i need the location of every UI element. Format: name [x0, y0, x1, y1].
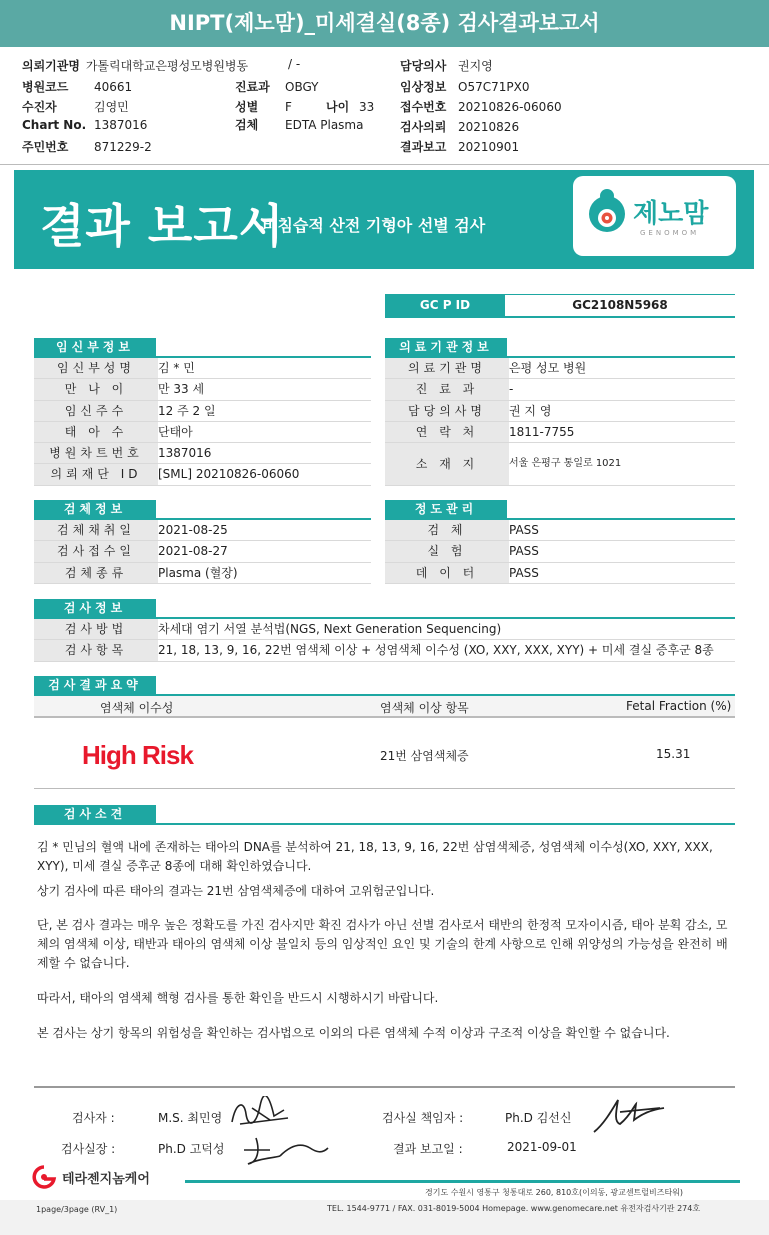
table-row	[34, 379, 371, 400]
table-row	[385, 358, 735, 379]
row-label: 검사항목	[34, 640, 158, 660]
divider	[0, 164, 769, 165]
meta-chart-no: Chart No. 1387016	[22, 118, 148, 132]
report-title: NIPT(제노맘)_미세결실(8종) 검사결과보고서	[0, 0, 769, 47]
meta-report-date: 결과보고 20210901	[400, 140, 520, 154]
meta-dept: / -	[288, 57, 301, 71]
gcp-underline	[385, 316, 735, 318]
row-value: Plasma (혈장)	[158, 565, 238, 580]
row-value: PASS	[509, 565, 539, 580]
opinion-paragraph-2: 상기 검사에 따른 태아의 결과는 21번 삼염색체증에 대하여 고위험군입니다.	[37, 884, 435, 898]
section-tag-specimen: 검체정보	[34, 500, 156, 519]
row-value: 단태아	[158, 424, 193, 439]
report-date-label: 결과 보고일 :	[393, 1142, 463, 1156]
banner-subtitle: 비침습적 산전 기형아 선별 검사	[262, 216, 486, 235]
divider	[34, 1086, 735, 1088]
logo-text: 제노맘	[633, 199, 709, 229]
row-label: 만 나 이	[34, 379, 158, 399]
row-label: 검사접수일	[34, 541, 158, 561]
row-label: 검 체	[385, 520, 509, 540]
table-row	[34, 422, 371, 443]
table-row	[34, 640, 735, 661]
table-row	[385, 443, 735, 486]
table-row	[385, 401, 735, 422]
opinion-paragraph-3: 단, 본 검사 결과는 매우 높은 정확도를 가진 검사지만 확진 검사가 아닌 선별 검사로서 태반의 한정적 모자이시즘, 태아 분획 감소, 모체의 염색체 이상, 태반과 태아의 염색체 이상 불일치 등의 임상적인 요인 및 기술의 한계 사항으로 인해 위양성의 가능성을 완전히 배제할 수 없습니다.	[37, 918, 728, 970]
summary-bottom-line	[34, 788, 735, 789]
examiner-name: M.S. 최민영	[158, 1111, 223, 1125]
lab-lead-signature-icon	[590, 1094, 670, 1142]
meta-receipt-no: 접수번호 20210826-06060	[400, 100, 562, 114]
meta-sex: 성별 F	[235, 100, 292, 114]
logo-mark-icon	[583, 186, 631, 242]
row-label: 임신주수	[34, 401, 158, 421]
lab-chief-name: Ph.D 고덕성	[158, 1142, 225, 1156]
table-row	[34, 443, 371, 464]
summary-col-aneuploidy: 염색체 이수성	[100, 701, 174, 715]
gcp-id-value: GC2108N5968	[572, 298, 668, 312]
table-row	[385, 541, 735, 562]
test-table	[34, 619, 735, 662]
row-label: 담당의사명	[385, 401, 509, 421]
table-row	[34, 464, 371, 485]
table-row	[34, 520, 371, 541]
table-row	[34, 541, 371, 562]
section-tag-institution: 의료기관정보	[385, 338, 507, 357]
footer-address: 경기도 수원시 영통구 청통대로 260, 810호(이의동, 광교센트럴비즈타워)	[425, 1188, 684, 1197]
row-value: 12 주 2 일	[158, 403, 216, 418]
opinion-paragraph-1: 김 * 민님의 혈액 내에 존재하는 태아의 DNA를 분석하여 21, 18, 13, 9, 16, 22번 삼염색체증, 성염색체 이수성(XO, XXY, XXX, XYY), 미세 결실 증후군 8종에 대해 확인하였습니다.	[37, 840, 713, 873]
footer-page: 1page/3page (RV_1)	[36, 1205, 118, 1214]
row-value: 은평 성모 병원	[509, 361, 587, 375]
row-label: 검사방법	[34, 619, 158, 639]
summary-fetal-fraction: 15.31	[656, 747, 691, 761]
row-value: 권 지 영	[509, 403, 552, 418]
terragen-logo-icon	[30, 1165, 60, 1193]
table-row	[34, 619, 735, 640]
opinion-paragraph-4: 따라서, 태아의 염색체 핵형 검사를 통한 확인을 반드시 시행하시기 바랍니다.	[37, 991, 439, 1005]
summary-header-line	[34, 716, 735, 718]
table-row	[34, 563, 371, 584]
row-value: 1811-7755	[509, 424, 575, 439]
meta-request-date: 검사의뢰 20210826	[400, 120, 520, 134]
row-value: PASS	[509, 523, 539, 537]
row-label: 연 락 처	[385, 422, 509, 442]
summary-col-fetal-fraction: Fetal Fraction (%)	[626, 699, 732, 713]
lab-chief-signature-icon	[240, 1128, 330, 1172]
row-value: 서울 은평구 통일로 1021	[509, 458, 622, 470]
banner-title: 결과 보고서	[40, 199, 285, 253]
section-tag-opinion: 검사소견	[34, 805, 156, 824]
row-label: 검체종류	[34, 563, 158, 583]
footer-line	[185, 1180, 740, 1183]
lab-chief-label: 검사실장 :	[61, 1142, 116, 1156]
meta-doctor: 담당의사 권지영	[400, 59, 493, 73]
row-value: 김 * 민	[158, 361, 195, 375]
table-row	[34, 358, 371, 379]
meta-req-org: 의뢰기관명 가톨릭대학교은평성모병원병동	[22, 59, 249, 73]
meta-rrn: 주민번호 871229-2	[22, 140, 152, 154]
row-label: 데 이 터	[385, 563, 509, 583]
meta-specimen: 검체 EDTA Plasma	[235, 118, 364, 132]
meta-recipient: 수진자 김영민	[22, 100, 129, 114]
row-label: 의료기관명	[385, 358, 509, 378]
specimen-table	[34, 520, 371, 584]
patient-table	[34, 358, 371, 486]
row-value: 만 33 세	[158, 382, 205, 397]
row-value: -	[509, 382, 514, 397]
row-label: 의뢰재단 ID	[34, 464, 158, 484]
table-row	[385, 563, 735, 584]
meta-hosp-code: 병원코드 40661	[22, 80, 133, 94]
footer-contact: TEL. 1544-9771 / FAX. 031-8019-5004 Homepage. www.genomecare.net 유전자검사기관 274호	[327, 1204, 701, 1213]
row-label: 병원차트번호	[34, 443, 158, 463]
row-value: 2021-08-25	[158, 523, 228, 537]
section-tag-summary: 검사결과요약	[34, 676, 156, 695]
gcp-id-label: GC P ID	[385, 294, 505, 316]
lab-lead-label: 검사실 책임자 :	[382, 1111, 464, 1125]
report-date-value: 2021-09-01	[507, 1140, 577, 1154]
meta-clinical-info: 임상정보 O57C71PX0	[400, 80, 530, 94]
qc-table	[385, 520, 735, 584]
footer-company: 테라젠지놈케어	[62, 1172, 150, 1187]
row-value: 2021-08-27	[158, 544, 228, 559]
examiner-label: 검사자 :	[72, 1111, 115, 1125]
row-value: [SML] 20210826-06060	[158, 467, 300, 482]
table-row	[385, 520, 735, 541]
institution-table	[385, 358, 735, 486]
summary-finding: 21번 삼염색체증	[380, 749, 469, 763]
row-value: 1387016	[158, 446, 212, 461]
row-label: 검체채취일	[34, 520, 158, 540]
summary-col-abnormality: 염색체 이상 항목	[380, 701, 469, 715]
lab-lead-name: Ph.D 김선신	[505, 1111, 572, 1125]
row-value: 차세대 염기 서열 분석법(NGS, Next Generation Sequencing)	[158, 622, 502, 636]
row-label: 임신부성명	[34, 358, 158, 378]
row-label: 소 재 지	[385, 443, 509, 485]
opinion-paragraph-5: 본 검사는 상기 항목의 위험성을 확인하는 검사법으로 이외의 다른 염색체 수적 이상과 구조적 이상을 확인할 수 없습니다.	[37, 1026, 670, 1040]
table-row	[385, 379, 735, 400]
risk-result: High Risk	[82, 740, 193, 770]
row-label: 태 아 수	[34, 422, 158, 442]
logo-subtext: GENOMOM	[640, 229, 700, 237]
row-value: 21, 18, 13, 9, 16, 22번 염색체 이상 + 성염색체 이수성 (XO, XXY, XXX, XYY) + 미세 결실 증후군 8종	[158, 643, 714, 658]
row-label: 실 험	[385, 541, 509, 561]
table-row	[34, 401, 371, 422]
section-line	[34, 823, 735, 825]
meta-exam-subject: 진료과 OBGY	[235, 80, 319, 94]
section-tag-patient: 임신부정보	[34, 338, 156, 357]
row-label: 진 료 과	[385, 379, 509, 399]
section-tag-qc: 정도관리	[385, 500, 507, 519]
section-tag-test: 검사정보	[34, 599, 156, 618]
meta-age: 나이 33	[326, 100, 375, 114]
row-value: PASS	[509, 544, 539, 559]
table-row	[385, 422, 735, 443]
